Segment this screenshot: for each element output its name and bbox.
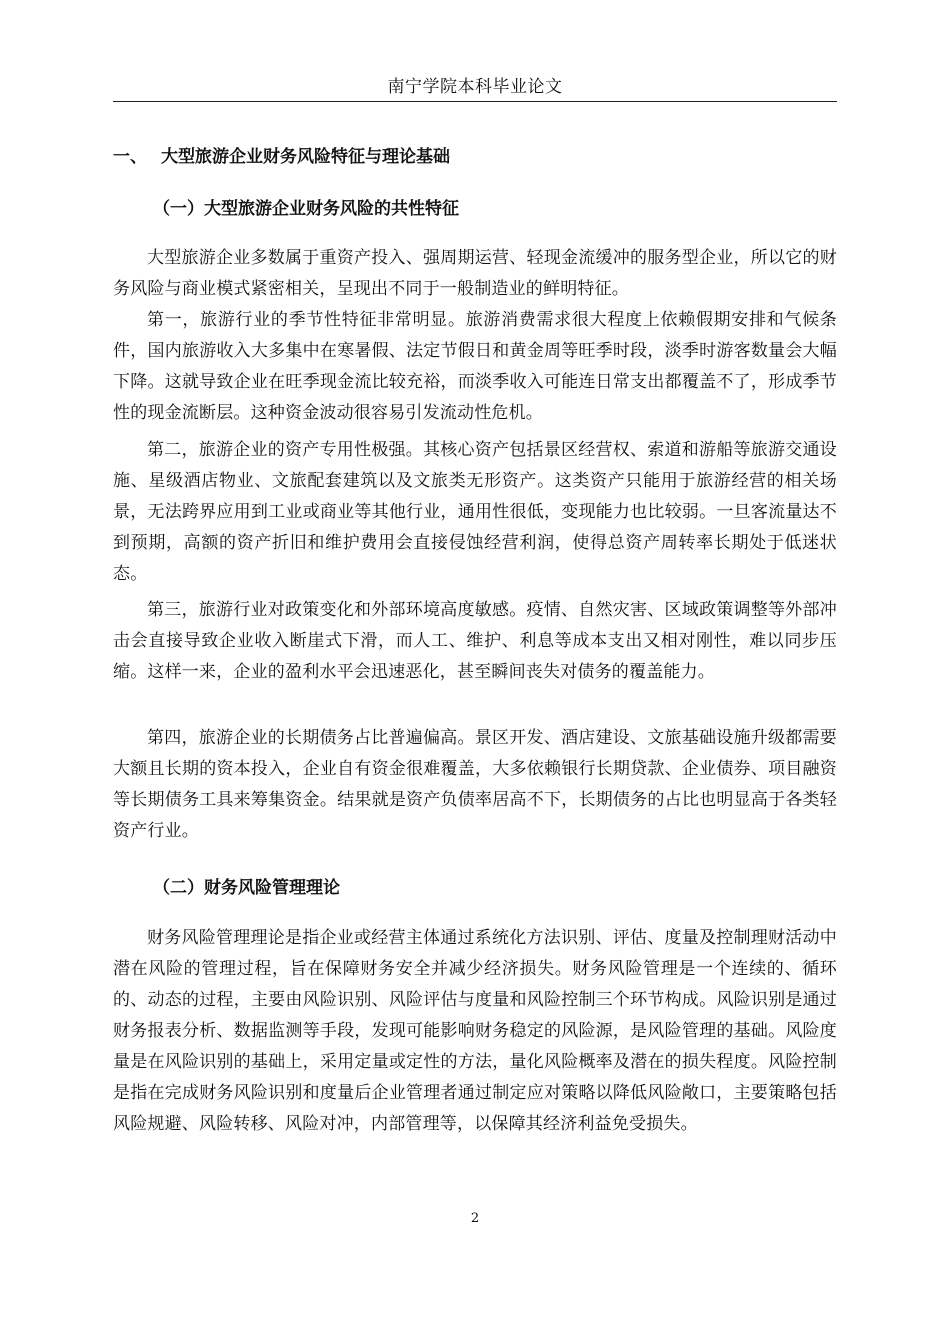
subsection-heading-2: （二）财务风险管理理论 <box>153 878 340 898</box>
paragraph-first: 第一，旅游行业的季节性特征非常明显。旅游消费需求很大程度上依赖假期安排和气候条件，国内旅游收入大多集中在寒暑假、法定节假日和黄金周等旺季时段，淡季时游客数量会大幅下降。这就导致企业在旺季现金流比较充裕，而淡季收入可能连日常支出都覆盖不了，形成季节性的现金流断层。这种资金波动很容易引发流动性危机。 <box>113 310 837 423</box>
section-heading <box>113 146 837 168</box>
paragraph-intro: 大型旅游企业多数属于重资产投入、强周期运营、轻现金流缓冲的服务型企业，所以它的财务风险与商业模式紧密相关，呈现出不同于一般制造业的鲜明特征。 <box>113 248 837 299</box>
paragraph-third: 第三，旅游行业对政策变化和外部环境高度敏感。疫情、自然灾害、区域政策调整等外部冲击会直接导致企业收入断崖式下滑，而人工、维护、利息等成本支出又相对刚性，难以同步压缩。这样一来，企业的盈利水平会迅速恶化，甚至瞬间丧失对债务的覆盖能力。 <box>113 600 837 682</box>
section-number: 一、 <box>113 147 147 167</box>
running-header: 南宁学院本科毕业论文 <box>387 77 563 97</box>
paragraph-second: 第二，旅游企业的资产专用性极强。其核心资产包括景区经营权、索道和游船等旅游交通设施、星级酒店物业、文旅配套建筑以及文旅类无形资产。这类资产只能用于旅游经营的相关场景，无法跨界应用到工业或商业等其他行业，通用性很低，变现能力也比较弱。一旦客流量达不到预期，高额的资产折旧和维护费用会直接侵蚀经营利润，使得总资产周转率长期处于低迷状态。 <box>113 440 837 584</box>
paragraph-fourth: 第四，旅游企业的长期债务占比普遍偏高。景区开发、酒店建设、文旅基础设施升级都需要大额且长期的资本投入，企业自有资金很难覆盖，大多依赖银行长期贷款、企业债券、项目融资等长期债务工具来筹集资金。结果就是资产负债率居高不下，长期债务的占比也明显高于各类轻资产行业。 <box>113 728 837 841</box>
section-title: 大型旅游企业财务风险特征与理论基础 <box>161 147 450 167</box>
subsection-heading-1: （一）大型旅游企业财务风险的共性特征 <box>153 199 459 219</box>
page-number: 2 <box>470 1211 480 1226</box>
paragraph-risk-theory: 财务风险管理理论是指企业或经营主体通过系统化方法识别、评估、度量及控制理财活动中潜在风险的管理过程，旨在保障财务安全并减少经济损失。财务风险管理是一个连续的、循环的、动态的过程，主要由风险识别、风险评估与度量和风险控制三个环节构成。风险识别是通过财务报表分析、数据监测等手段，发现可能影响财务稳定的风险源，是风险管理的基础。风险度量是在风险识别的基础上，采用定量或定性的方法，量化风险概率及潜在的损失程度。风险控制是指在完成财务风险识别和度量后企业管理者通过制定应对策略以降低风险敞口，主要策略包括风险规避、风险转移、风险对冲，内部管理等，以保障其经济利益免受损失。 <box>113 928 837 1134</box>
header-divider <box>113 101 837 102</box>
